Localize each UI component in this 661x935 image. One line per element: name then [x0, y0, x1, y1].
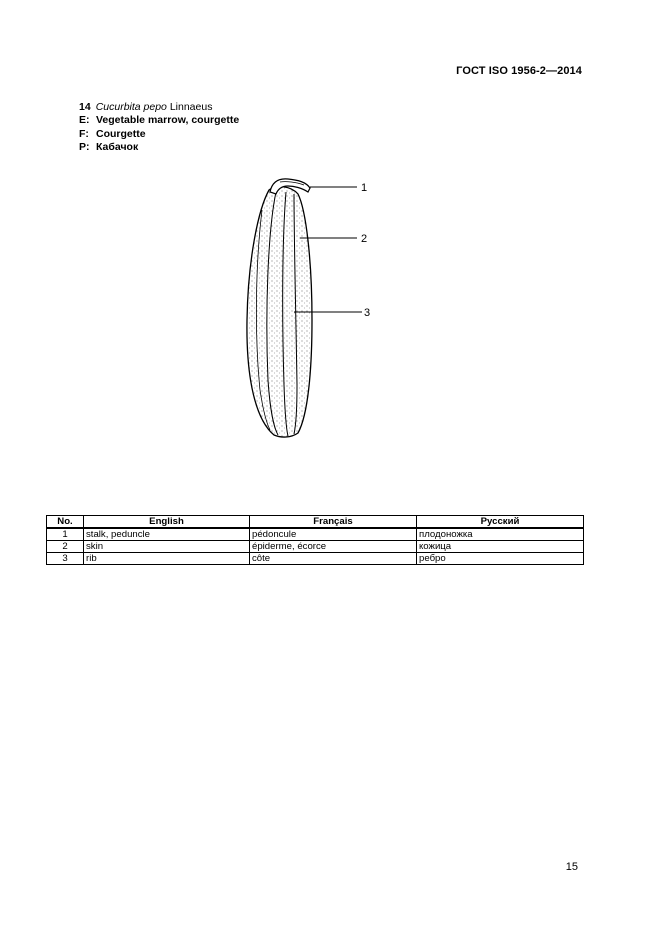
cell-no: 3: [47, 553, 84, 565]
name-text: Vegetable marrow, courgette: [96, 114, 240, 127]
callout-label-3: 3: [364, 307, 371, 319]
header-no: No.: [47, 516, 84, 529]
name-french: [79, 128, 239, 141]
document-code: ГОСТ ISO 1956-2—2014: [456, 65, 582, 77]
latin-name: Cucurbita pepo: [95, 101, 167, 113]
header-english: English: [84, 516, 250, 529]
header-russian: Русский: [417, 516, 584, 529]
name-text: Courgette: [96, 127, 146, 140]
table-row: [47, 528, 584, 541]
cell-french: pédoncule: [250, 528, 417, 541]
cell-french: côte: [250, 553, 417, 565]
terminology-table: [46, 515, 584, 565]
cell-russian: плодоножка: [417, 528, 584, 541]
species-title: [79, 101, 239, 114]
latin-author: Linnaeus: [169, 101, 213, 113]
cell-no: 1: [47, 528, 84, 541]
table-row: [47, 553, 584, 565]
header-french: Français: [250, 516, 417, 529]
callout-label-1: 1: [361, 182, 368, 194]
lang-prefix: F:: [79, 127, 89, 140]
page-number: 15: [565, 861, 578, 873]
name-russian: [79, 141, 239, 154]
cell-russian: ребро: [417, 553, 584, 565]
table-row: [47, 541, 584, 553]
lang-prefix: E:: [79, 114, 90, 127]
cell-russian: кожица: [417, 541, 584, 553]
name-english: [79, 114, 239, 127]
lang-prefix: P:: [79, 141, 90, 154]
callout-label-2: 2: [361, 233, 368, 245]
table-header-row: [47, 516, 584, 529]
cell-english: stalk, peduncle: [84, 528, 250, 541]
entry-number: 14: [79, 101, 91, 113]
cell-english: skin: [84, 541, 250, 553]
cell-no: 2: [47, 541, 84, 553]
name-text: Кабачок: [96, 141, 139, 154]
species-entry: [79, 101, 239, 155]
cell-english: rib: [84, 553, 250, 565]
cell-french: épiderme, écorce: [250, 541, 417, 553]
courgette-illustration: [236, 170, 386, 445]
